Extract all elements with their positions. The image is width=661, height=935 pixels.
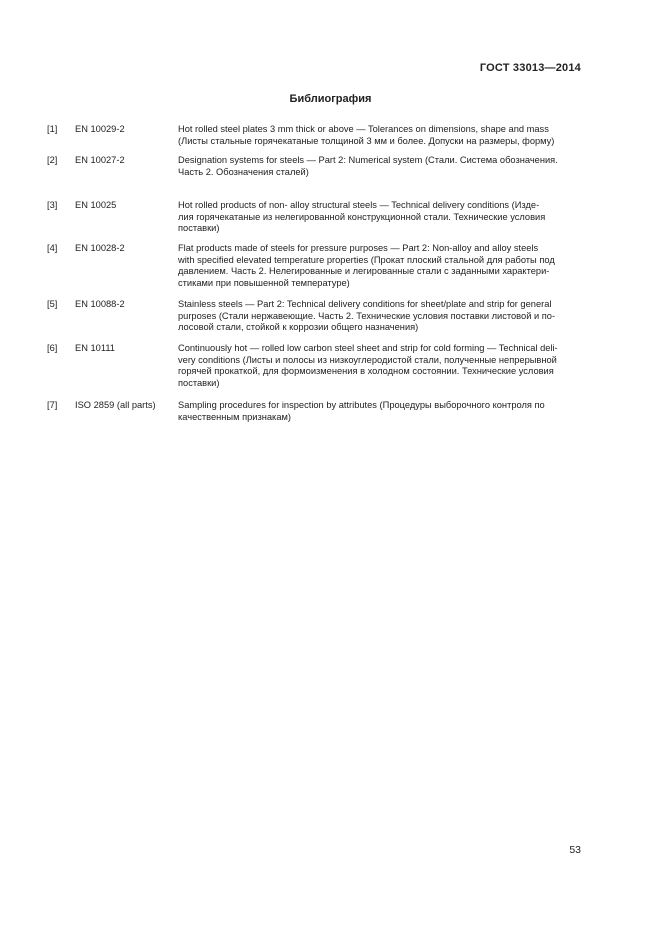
entry-line: поставки) [178,223,220,233]
entry-line: давлением. Часть 2. Нелегированные и легированные стали с заданными характери- [178,266,550,276]
entry-line: Continuously hot — rolled low carbon steel sheet and strip for cold forming — Technical deli- [178,343,558,353]
entry-line: purposes (Стали нержавеющие. Часть 2. Технические условия поставки листовой и по- [178,310,556,321]
entry-line: качественным признакам) [178,411,291,422]
entry-number: [3] [47,200,58,210]
entry-line: стиками при повышенной температуре) [178,277,350,288]
entry-line: Flat products made of steels for pressure purposes — Part 2: Non-alloy and alloy steels [178,243,539,253]
entry-line: Часть 2. Обозначения сталей) [178,166,309,177]
entry-line: with specified elevated temperature properties (Прокат плоский стальной для работы под [178,254,555,265]
bibliography-title: Библиография [289,93,372,105]
entry-number: [7] [47,400,58,410]
entry-description [178,400,584,423]
entry-description [178,343,584,389]
page-number: 53 [569,844,581,856]
entry-line: Designation systems for steels — Part 2: Numerical system (Стали. Система обозначения. [178,155,558,165]
entry-code: EN 10088-2 [75,299,125,309]
entry-description [178,155,584,178]
entry-line: лосовой стали, стойкой к коррозии общего назначения) [178,322,419,332]
document-header: ГОСТ 33013—2014 [479,62,581,74]
entry-line: Hot rolled products of non- alloy structural steels — Technical delivery conditions (Изде- [178,200,540,210]
entry-description [178,124,584,147]
entry-line: (Листы стальные горячекатаные толщиной 3 мм и более. Допуски на размеры, форму) [178,135,555,146]
entry-number: [2] [47,155,58,165]
entry-code: EN 10028-2 [75,243,125,253]
entry-line: Stainless steels — Part 2: Technical delivery conditions for sheet/plate and strip for general [178,299,552,309]
entry-number: [5] [47,299,58,309]
entry-line: Hot rolled steel plates 3 mm thick or above — Tolerances on dimensions, shape and mass [178,124,549,134]
entry-number: [4] [47,243,58,253]
entry-line: Sampling procedures for inspection by attributes (Процедуры выборочного контроля по [178,400,545,410]
entry-code: ISO 2859 (all parts) [75,400,156,410]
entry-line: лия горячекатаные из нелегированной конструкционной стали. Технические условия [178,211,546,222]
entry-description [178,299,584,334]
entry-code: EN 10111 [75,343,115,353]
entry-code: EN 10027-2 [75,155,125,165]
entry-description [178,200,584,235]
entry-number: [1] [47,124,58,134]
entry-line: горячей прокаткой, для формоизменения в холодном состоянии. Технические условия [178,366,554,376]
entry-number: [6] [47,343,58,353]
entry-line: very conditions (Листы и полосы из низкоуглеродистой стали, полученные непрерывной [178,354,557,365]
entry-code: EN 10029-2 [75,124,125,134]
entry-description [178,243,584,289]
entry-code: EN 10025 [75,200,117,210]
entry-line: поставки) [178,377,220,388]
